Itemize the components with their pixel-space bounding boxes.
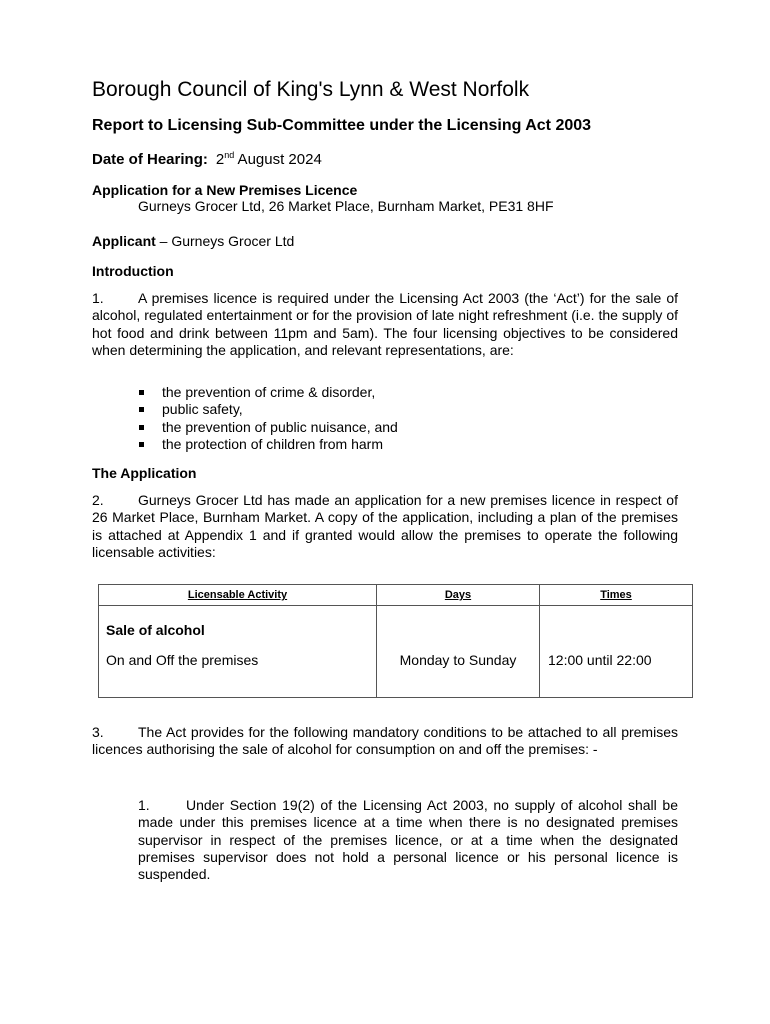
list-item: the prevention of public nuisance, and [138, 419, 398, 436]
paragraph-number: 2. [92, 492, 104, 508]
days-cell: Monday to Sunday [377, 606, 540, 698]
applicant-value: – Gurneys Grocer Ltd [155, 233, 295, 249]
council-name: Borough Council of King's Lynn & West Norfolk [92, 78, 530, 101]
condition-paragraph [138, 797, 678, 883]
licensable-activities-table [98, 584, 693, 698]
hearing-month-year: August 2024 [234, 151, 322, 168]
activity-detail: On and Off the premises [106, 652, 259, 668]
table-header-row [99, 585, 693, 606]
paragraph-text: The Act provides for the following mandatory conditions to be attached to all premises licences authorising the sale of alcohol for consumption on and off the premises: - [92, 724, 678, 758]
licensing-objectives-list [138, 384, 398, 453]
hearing-day-suffix: nd [224, 150, 235, 160]
mandatory-conditions-paragraph [92, 724, 678, 759]
paragraph-number: 1. [92, 290, 104, 306]
list-item: public safety, [138, 401, 398, 418]
column-header-activity: Licensable Activity [99, 585, 377, 606]
applicant-label: Applicant [92, 233, 156, 249]
application-section-heading: The Application [92, 465, 197, 481]
list-item: the protection of children from harm [138, 436, 398, 453]
column-header-days: Days [377, 585, 540, 606]
introduction-paragraph [92, 290, 678, 359]
paragraph-text: A premises licence is required under the Licensing Act 2003 (the ‘Act’) for the sale of alcohol, regulated entertainment or for the provision of late night refreshment (i.e. the supply of hot food and drink between 11pm and 5am). The four licensing objectives to be considered when determining the application, and relevant representations, are: [92, 290, 678, 358]
activity-title: Sale of alcohol [106, 622, 205, 638]
application-address: Gurneys Grocer Ltd, 26 Market Place, Burnham Market, PE31 8HF [138, 198, 554, 214]
activity-cell [99, 606, 377, 698]
hearing-label: Date of Hearing: [92, 151, 208, 168]
times-cell: 12:00 until 22:00 [540, 606, 693, 698]
report-title: Report to Licensing Sub-Committee under the Licensing Act 2003 [92, 117, 592, 134]
table-row [99, 606, 693, 698]
condition-number: 1. [138, 797, 150, 813]
applicant-line [92, 233, 294, 249]
list-item: the prevention of crime & disorder, [138, 384, 398, 401]
paragraph-text: Gurneys Grocer Ltd has made an application for a new premises licence in respect of 26 Market Place, Burnham Market. A copy of the application, including a plan of the premises is attached at Appendix 1 and if granted would allow the premises to operate the following licensable activities: [92, 492, 678, 560]
hearing-date [92, 150, 322, 168]
hearing-day: 2 [215, 151, 225, 168]
application-paragraph [92, 492, 678, 561]
introduction-heading: Introduction [92, 263, 174, 279]
column-header-times: Times [540, 585, 693, 606]
application-heading: Application for a New Premises Licence [92, 182, 358, 198]
paragraph-number: 3. [92, 724, 104, 740]
condition-text: Under Section 19(2) of the Licensing Act 2003, no supply of alcohol shall be made under this premises licence at a time when there is no designated premises supervisor in respect of the premises licence, or at a time when the designated premises supervisor does not hold a personal licence or his personal licence is suspended. [138, 797, 678, 883]
